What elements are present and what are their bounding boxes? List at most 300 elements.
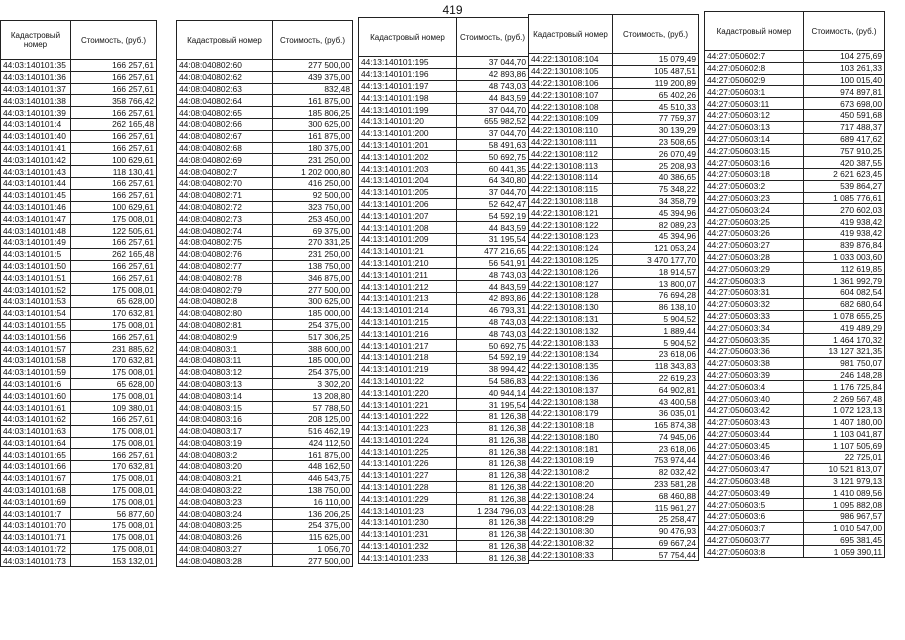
cadastral-number-cell: 44:08:040802:75 [177,236,273,248]
table-row [705,275,885,287]
cadastral-number-cell: 44:03:140101:36 [1,71,71,83]
cost-cell: 65 402,26 [613,89,699,101]
cadastral-number-cell: 44:22:130108:137 [529,384,613,396]
cost-cell: 689 417,62 [804,133,885,145]
cadastral-number-cell: 44:08:040802:80 [177,307,273,319]
table-row [529,431,699,443]
cadastral-number-cell: 44:08:040802:73 [177,213,273,225]
table-row [177,83,353,95]
table-row [177,496,353,508]
cost-cell: 166 257,61 [71,331,157,343]
cadastral-number-cell: 44:13:140101:218 [359,351,457,363]
cadastral-number-cell: 44:22:130108:105 [529,65,613,77]
table-row [705,428,885,440]
cost-cell: 1 407 180,00 [804,416,885,428]
cadastral-number-cell: 44:13:140101:231 [359,528,457,540]
cadastral-number-cell: 44:22:130108:127 [529,278,613,290]
table-row [529,502,699,514]
cost-cell: 277 500,00 [273,555,353,567]
table-row [359,316,529,328]
table-header-row [359,18,529,57]
cost-cell: 57 754,44 [613,549,699,561]
cadastral-number-cell: 44:03:140101:73 [1,555,71,567]
table-row [529,171,699,183]
cadastral-number-cell: 44:13:140101:230 [359,517,457,529]
cost-cell: 477 216,65 [457,245,529,257]
cadastral-cost-table [0,20,157,567]
cadastral-number-cell: 44:03:140101:56 [1,331,71,343]
cost-cell: 109 380,01 [71,402,157,414]
table-row [705,98,885,110]
cost-cell: 10 521 813,07 [804,463,885,475]
cadastral-number-cell: 44:27:050603:38 [705,357,804,369]
cost-cell: 138 750,00 [273,260,353,272]
cost-cell: 166 257,61 [71,189,157,201]
cadastral-number-cell: 44:13:140101:209 [359,233,457,245]
cost-cell: 165 874,38 [613,419,699,431]
cost-cell: 3 470 177,70 [613,254,699,266]
table-row [529,278,699,290]
table-row [529,89,699,101]
cadastral-number-cell: 44:03:140101:71 [1,531,71,543]
table-row [359,481,529,493]
cadastral-number-cell: 44:03:140101:49 [1,236,71,248]
table-row [177,531,353,543]
cadastral-number-cell: 44:03:140101:44 [1,177,71,189]
cadastral-number-cell: 44:22:130108:180 [529,431,613,443]
table-row [529,549,699,561]
table-row [1,343,157,355]
cost-cell: 44 843,59 [457,222,529,234]
table-row [1,307,157,319]
cadastral-number-cell: 44:22:130108:29 [529,514,613,526]
cost-cell: 175 008,01 [71,437,157,449]
cadastral-number-cell: 44:27:050603:45 [705,440,804,452]
cadastral-number-cell: 44:08:040803:16 [177,413,273,425]
cost-cell: 1 107 505,69 [804,440,885,452]
cadastral-number-cell: 44:22:130108:123 [529,230,613,242]
cadastral-number-cell: 44:03:140101:64 [1,437,71,449]
cost-cell: 45 510,33 [613,101,699,113]
table-row [1,295,157,307]
cadastral-number-cell: 44:27:050603:46 [705,452,804,464]
cadastral-number-cell: 44:03:140101:35 [1,60,71,72]
cost-cell: 1 103 041,87 [804,428,885,440]
cost-cell: 76 694,28 [613,289,699,301]
table-row [177,425,353,437]
cadastral-number-cell: 44:27:050603:6 [705,511,804,523]
cost-cell: 270 331,25 [273,236,353,248]
cadastral-number-cell: 44:13:140101:212 [359,281,457,293]
cost-cell: 100 629,61 [71,154,157,166]
cadastral-number-cell: 44:13:140101:210 [359,257,457,269]
table-row [177,343,353,355]
cost-cell: 26 070,49 [613,148,699,160]
table-row [705,440,885,452]
table-row [705,239,885,251]
table-row [529,101,699,113]
cadastral-number-cell: 44:13:140101:202 [359,151,457,163]
cost-cell: 48 743,03 [457,80,529,92]
cost-cell: 161 875,00 [273,130,353,142]
cadastral-number-cell: 44:13:140101:232 [359,540,457,552]
table-row [1,354,157,366]
cost-cell: 1 085 776,61 [804,192,885,204]
cadastral-number-cell: 44:22:130108:18 [529,419,613,431]
cost-cell: 419 938,42 [804,216,885,228]
cadastral-number-cell: 44:27:050603:42 [705,404,804,416]
cost-cell: 419 938,42 [804,227,885,239]
cost-cell: 60 441,35 [457,163,529,175]
cadastral-number-cell: 44:27:050603:32 [705,298,804,310]
table-row [177,484,353,496]
table-header-row [705,12,885,51]
cadastral-number-cell: 44:13:140101:204 [359,174,457,186]
cost-cell: 31 195,54 [457,399,529,411]
header-cadastral-number: Кадастровый номер [177,21,273,60]
cadastral-number-cell: 44:22:130108:133 [529,337,613,349]
cadastral-number-cell: 44:08:040803:28 [177,555,273,567]
cadastral-number-cell: 44:27:050603:25 [705,216,804,228]
cost-cell: 695 381,45 [804,534,885,546]
cadastral-number-cell: 44:27:050603:12 [705,109,804,121]
cadastral-number-cell: 44:08:040803:13 [177,378,273,390]
cost-cell: 166 257,61 [71,177,157,189]
cadastral-number-cell: 44:08:040803:26 [177,531,273,543]
cadastral-number-cell: 44:03:140101:50 [1,260,71,272]
cost-cell: 1 410 089,56 [804,487,885,499]
cadastral-number-cell: 44:27:050603:35 [705,334,804,346]
cadastral-number-cell: 44:13:140101:233 [359,552,457,564]
cadastral-number-cell: 44:27:050603:15 [705,145,804,157]
cost-cell: 92 500,00 [273,189,353,201]
table-row [359,340,529,352]
cost-cell: 185 000,00 [273,354,353,366]
cost-cell: 1 095 882,08 [804,499,885,511]
table-row [177,225,353,237]
cadastral-number-cell: 44:13:140101:224 [359,434,457,446]
cost-cell: 277 500,00 [273,284,353,296]
cadastral-number-cell: 44:22:130108:110 [529,124,613,136]
cost-cell: 1 078 655,25 [804,310,885,322]
cadastral-number-cell: 44:22:130108:131 [529,313,613,325]
cost-cell: 254 375,00 [273,319,353,331]
table-row [705,192,885,204]
table-row [705,345,885,357]
table-row [705,204,885,216]
cost-cell: 13 800,07 [613,278,699,290]
cost-cell: 170 632,81 [71,354,157,366]
cost-cell: 119 200,89 [613,77,699,89]
table-row [177,201,353,213]
table-row [359,257,529,269]
cost-cell: 419 489,29 [804,322,885,334]
cadastral-number-cell: 44:13:140101:227 [359,469,457,481]
header-cost: Стоимость, (руб.) [457,18,529,57]
cadastral-number-cell: 44:22:130108:122 [529,219,613,231]
table-row [359,80,529,92]
table-row [705,334,885,346]
table-row [705,452,885,464]
cost-cell: 100 015,40 [804,74,885,86]
table-row [359,198,529,210]
cadastral-number-cell: 44:27:050602:7 [705,51,804,63]
cadastral-number-cell: 44:22:130108:124 [529,242,613,254]
cadastral-number-cell: 44:03:140101:46 [1,201,71,213]
cost-cell: 1 234 796,03 [457,505,529,517]
table-row [177,472,353,484]
table-row [705,109,885,121]
cadastral-number-cell: 44:08:040803:19 [177,437,273,449]
cadastral-number-cell: 44:22:130108:125 [529,254,613,266]
cost-cell: 682 680,64 [804,298,885,310]
cadastral-number-cell: 44:27:050603:28 [705,251,804,263]
table-row [705,463,885,475]
table-row [1,201,157,213]
cost-cell: 175 008,01 [71,472,157,484]
cadastral-number-cell: 44:13:140101:219 [359,363,457,375]
cost-cell: 175 008,01 [71,520,157,532]
cadastral-number-cell: 44:22:130108:126 [529,266,613,278]
cadastral-cost-table [704,11,885,558]
cost-cell: 65 628,00 [71,295,157,307]
cost-cell: 121 053,24 [613,242,699,254]
cost-cell: 254 375,00 [273,520,353,532]
cadastral-number-cell: 44:22:130108:32 [529,537,613,549]
cadastral-number-cell: 44:22:130108:20 [529,478,613,490]
cost-cell: 753 974,44 [613,455,699,467]
cost-cell: 448 162,50 [273,461,353,473]
cadastral-number-cell: 44:08:040803:11 [177,354,273,366]
cost-cell: 90 476,93 [613,525,699,537]
cadastral-number-cell: 44:27:050603:23 [705,192,804,204]
cadastral-number-cell: 44:22:130108:130 [529,301,613,313]
cadastral-number-cell: 44:08:040802:79 [177,284,273,296]
table-row [529,443,699,455]
cost-cell: 82 089,23 [613,219,699,231]
table-row [1,425,157,437]
cadastral-number-cell: 44:22:130108:121 [529,207,613,219]
cost-cell: 45 394,96 [613,207,699,219]
table-row [1,319,157,331]
table-row [177,437,353,449]
cost-cell: 25 208,93 [613,160,699,172]
cost-cell: 153 132,01 [71,555,157,567]
table-row [1,366,157,378]
cost-cell: 86 138,10 [613,301,699,313]
cadastral-number-cell: 44:13:140101:20 [359,115,457,127]
cadastral-number-cell: 44:27:050603:11 [705,98,804,110]
cadastral-number-cell: 44:27:050603:18 [705,168,804,180]
cost-cell: 166 257,61 [71,449,157,461]
table-row [177,177,353,189]
table-row [359,163,529,175]
table-row [359,410,529,422]
cadastral-number-cell: 44:22:130108:33 [529,549,613,561]
cost-cell: 1 072 123,13 [804,404,885,416]
cadastral-number-cell: 44:27:050603:13 [705,121,804,133]
cost-cell: 118 130,41 [71,166,157,178]
table-row [1,60,157,72]
table-row [177,331,353,343]
cost-cell: 161 875,00 [273,449,353,461]
cost-cell: 2 621 623,45 [804,168,885,180]
cadastral-number-cell: 44:13:140101:222 [359,410,457,422]
table-row [177,295,353,307]
cadastral-number-cell: 44:27:050602:9 [705,74,804,86]
cost-cell: 1 056,70 [273,543,353,555]
table-row [359,446,529,458]
cost-cell: 43 400,58 [613,396,699,408]
cadastral-number-cell: 44:03:140101:39 [1,107,71,119]
table-row [705,62,885,74]
header-cadastral-number: Кадастровый номер [705,12,804,51]
cost-cell: 56 877,60 [71,508,157,520]
table-row [705,404,885,416]
table-row [529,525,699,537]
cadastral-number-cell: 44:03:140101:68 [1,484,71,496]
cadastral-number-cell: 44:22:130108:118 [529,195,613,207]
cost-cell: 277 500,00 [273,60,353,72]
cost-cell: 13 208,80 [273,390,353,402]
table-row [705,499,885,511]
table-row [529,360,699,372]
table-row [177,284,353,296]
cadastral-number-cell: 44:13:140101:201 [359,139,457,151]
cadastral-number-cell: 44:27:050603:34 [705,322,804,334]
cadastral-number-cell: 44:27:050603:7 [705,522,804,534]
cadastral-number-cell: 44:22:130108:128 [529,289,613,301]
cadastral-cost-table [176,20,353,567]
cadastral-number-cell: 44:13:140101:203 [359,163,457,175]
table-row [529,313,699,325]
cadastral-number-cell: 44:13:140101:195 [359,57,457,69]
cost-cell: 54 592,19 [457,351,529,363]
table-row [705,522,885,534]
table-row [359,328,529,340]
cadastral-number-cell: 44:27:050603:44 [705,428,804,440]
cadastral-number-cell: 44:27:050603:39 [705,369,804,381]
table-row [529,112,699,124]
table-row [1,461,157,473]
cadastral-number-cell: 44:03:140101:40 [1,130,71,142]
cadastral-number-cell: 44:13:140101:23 [359,505,457,517]
table-row [529,136,699,148]
table-row [705,357,885,369]
cost-cell: 180 375,00 [273,142,353,154]
cadastral-number-cell: 44:22:130108:108 [529,101,613,113]
table-row [705,298,885,310]
table-row [1,472,157,484]
cadastral-number-cell: 44:08:040803:22 [177,484,273,496]
cadastral-number-cell: 44:08:040802:7 [177,166,273,178]
cadastral-number-cell: 44:13:140101:205 [359,186,457,198]
cadastral-number-cell: 44:22:130108:30 [529,525,613,537]
cadastral-number-cell: 44:27:050603:47 [705,463,804,475]
cadastral-number-cell: 44:27:050603:77 [705,534,804,546]
cost-cell: 23 618,06 [613,443,699,455]
cadastral-number-cell: 44:27:050603:49 [705,487,804,499]
cost-cell: 81 126,38 [457,540,529,552]
table-row [529,219,699,231]
cost-cell: 832,48 [273,83,353,95]
table-row [359,351,529,363]
cadastral-number-cell: 44:13:140101:213 [359,292,457,304]
cadastral-number-cell: 44:03:140101:54 [1,307,71,319]
table-row [359,115,529,127]
table-row [177,189,353,201]
cost-cell: 37 044,70 [457,127,529,139]
table-header-row [529,15,699,54]
cost-cell: 48 743,03 [457,316,529,328]
cadastral-number-cell: 44:13:140101:223 [359,422,457,434]
table-row [177,366,353,378]
cadastral-number-cell: 44:13:140101:221 [359,399,457,411]
cost-cell: 81 126,38 [457,434,529,446]
cost-cell: 52 642,47 [457,198,529,210]
cadastral-number-cell: 44:03:140101:72 [1,543,71,555]
header-cost: Стоимость, (руб.) [71,21,157,60]
table-row [359,92,529,104]
cost-cell: 346 875,00 [273,272,353,284]
page-number: 419 [442,3,463,17]
table-row [359,375,529,387]
table-row [177,390,353,402]
cadastral-number-cell: 44:08:040803:24 [177,508,273,520]
cost-cell: 1 889,44 [613,325,699,337]
cost-cell: 103 261,33 [804,62,885,74]
cost-cell: 166 257,61 [71,142,157,154]
cadastral-number-cell: 44:27:050603:3 [705,275,804,287]
cost-cell: 175 008,01 [71,425,157,437]
cadastral-number-cell: 44:03:140101:47 [1,213,71,225]
cost-cell: 166 257,61 [71,107,157,119]
table-row [1,496,157,508]
table-row [177,272,353,284]
table-row [359,139,529,151]
cadastral-number-cell: 44:08:040802:69 [177,154,273,166]
cost-cell: 270 602,03 [804,204,885,216]
cost-cell: 3 302,20 [273,378,353,390]
cost-cell: 69 375,00 [273,225,353,237]
cadastral-number-cell: 44:13:140101:197 [359,80,457,92]
table-row [1,378,157,390]
cost-cell: 68 460,88 [613,490,699,502]
cost-cell: 16 110,00 [273,496,353,508]
table-row [359,304,529,316]
table-row [705,216,885,228]
cadastral-number-cell: 44:22:130108:179 [529,407,613,419]
table-row [359,281,529,293]
table-row [1,284,157,296]
table-row [359,458,529,470]
cost-cell: 986 967,57 [804,511,885,523]
cost-cell: 604 082,54 [804,286,885,298]
cadastral-number-cell: 44:27:050603:4 [705,381,804,393]
table-row [359,387,529,399]
table-row [177,354,353,366]
cost-cell: 175 008,01 [71,543,157,555]
table-row [359,269,529,281]
cadastral-number-cell: 44:08:040802:72 [177,201,273,213]
table-row [1,413,157,425]
cadastral-number-cell: 44:13:140101:211 [359,269,457,281]
table-row [177,60,353,72]
cadastral-number-cell: 44:22:130108:113 [529,160,613,172]
cost-cell: 450 591,68 [804,109,885,121]
table-row [1,83,157,95]
cadastral-number-cell: 44:22:130108:111 [529,136,613,148]
